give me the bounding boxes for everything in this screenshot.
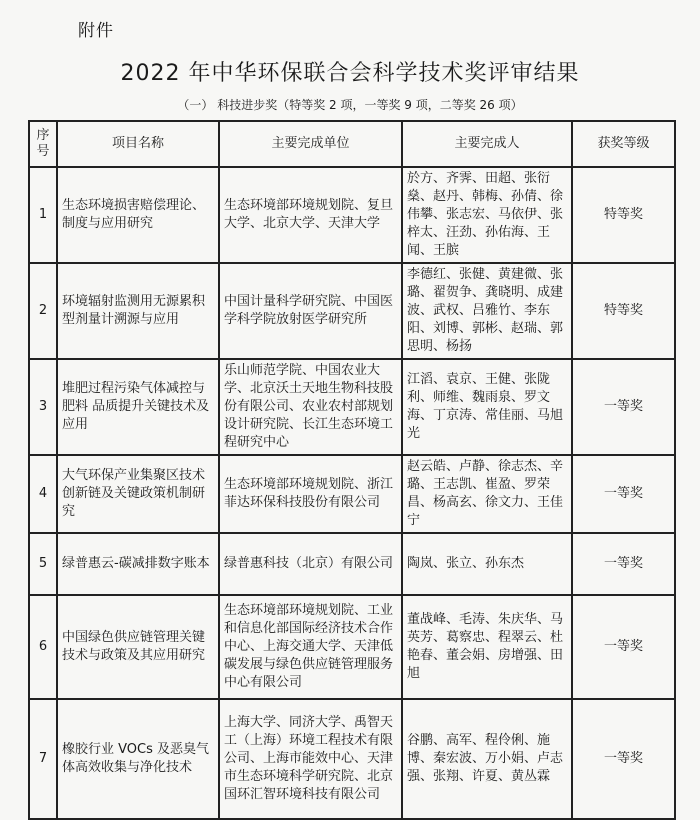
cell-seq: 6: [29, 595, 57, 699]
cell-unit: 上海大学、同济大学、禹智天工（上海）环境工程技术有限公司、上海市能效中心、天津市生态环境科学研究院、北京国环汇智环境科技有限公司: [219, 699, 402, 819]
cell-persons: 赵云皓、卢静、徐志杰、辛璐、王志凯、崔盈、罗荣昌、杨高玄、徐文力、王佳宁: [402, 455, 572, 533]
table-row: [29, 263, 675, 359]
cell-persons: 董战峰、毛涛、朱庆华、马英芳、葛察忠、程翠云、杜艳春、董会娟、房增强、田旭: [402, 595, 572, 699]
cell-project-name: 环境辐射监测用无源累积型剂量计溯源与应用: [57, 263, 219, 359]
cell-project-name: 中国绿色供应链管理关键技术与政策及其应用研究: [57, 595, 219, 699]
cell-seq: 2: [29, 263, 57, 359]
attachment-label: 附件: [78, 21, 114, 41]
table-row: [29, 699, 675, 819]
cell-project-name: 大气环保产业集聚区技术创新链及关键政策机制研究: [57, 455, 219, 533]
cell-persons: 李德红、张健、黄建微、张璐、翟贺争、龚晓明、成建波、武权、吕雅竹、李东阳、刘博、郭彬、赵瑞、郭思明、杨扬: [402, 263, 572, 359]
cell-unit: 生态环境部环境规划院、复旦大学、北京大学、天津大学: [219, 167, 402, 263]
cell-seq: 5: [29, 533, 57, 595]
table-row: [29, 595, 675, 699]
cell-unit: 绿普惠科技（北京）有限公司: [219, 533, 402, 595]
cell-award-level: 一等奖: [572, 533, 675, 595]
cell-project-name: 绿普惠云-碳减排数字账本: [57, 533, 219, 595]
cell-seq: 3: [29, 359, 57, 455]
cell-project-name: 堆肥过程污染气体减控与肥料 品质提升关键技术及应用: [57, 359, 219, 455]
cell-award-level: 特等奖: [572, 263, 675, 359]
cell-seq: 7: [29, 699, 57, 819]
cell-unit: 生态环境部环境规划院、浙江菲达环保科技股份有限公司: [219, 455, 402, 533]
table-header-row: [29, 121, 675, 167]
cell-award-level: 特等奖: [572, 167, 675, 263]
cell-project-name: 生态环境损害赔偿理论、制度与应用研究: [57, 167, 219, 263]
cell-award-level: 一等奖: [572, 359, 675, 455]
cell-persons: 陶岚、张立、孙东杰: [402, 533, 572, 595]
table-row: [29, 455, 675, 533]
column-header-unit: 主要完成单位: [219, 121, 402, 167]
cell-persons: 谷鹏、高军、程伶俐、施博、秦宏波、万小娟、卢志强、张翔、许夏、黄丛霖: [402, 699, 572, 819]
cell-unit: 中国计量科学研究院、中国医学科学院放射医学研究所: [219, 263, 402, 359]
cell-award-level: 一等奖: [572, 595, 675, 699]
table-row: [29, 359, 675, 455]
column-header-seq: 序号: [29, 121, 57, 167]
column-header-person: 主要完成人: [402, 121, 572, 167]
document-subtitle: （一） 科技进步奖（特等奖 2 项，一等奖 9 项，二等奖 26 项）: [177, 98, 523, 112]
cell-unit: 乐山师范学院、中国农业大学、北京沃土天地生物科技股份有限公司、农业农村部规划设计研究院、长江生态环境工程研究中心: [219, 359, 402, 455]
cell-award-level: 一等奖: [572, 455, 675, 533]
cell-award-level: 一等奖: [572, 699, 675, 819]
table-row: [29, 167, 675, 263]
cell-persons: 於方、齐霁、田超、张衍燊、赵丹、韩梅、孙倩、徐伟攀、张志宏、马依伊、张梓太、汪劲、孙佑海、王闻、王膑: [402, 167, 572, 263]
document-title: 2022 年中华环保联合会科学技术奖评审结果: [120, 61, 580, 86]
cell-seq: 1: [29, 167, 57, 263]
cell-seq: 4: [29, 455, 57, 533]
results-table: [28, 120, 676, 820]
cell-persons: 江滔、袁京、王健、张陇利、师维、魏雨泉、罗文海、丁京涛、常佳丽、马旭光: [402, 359, 572, 455]
cell-unit: 生态环境部环境规划院、工业和信息化部国际经济技术合作中心、上海交通大学、天津低碳发展与绿色供应链管理服务中心有限公司: [219, 595, 402, 699]
column-header-name: 项目名称: [57, 121, 219, 167]
table-row: [29, 533, 675, 595]
cell-project-name: 橡胶行业 VOCs 及恶臭气体高效收集与净化技术: [57, 699, 219, 819]
column-header-level: 获奖等级: [572, 121, 675, 167]
